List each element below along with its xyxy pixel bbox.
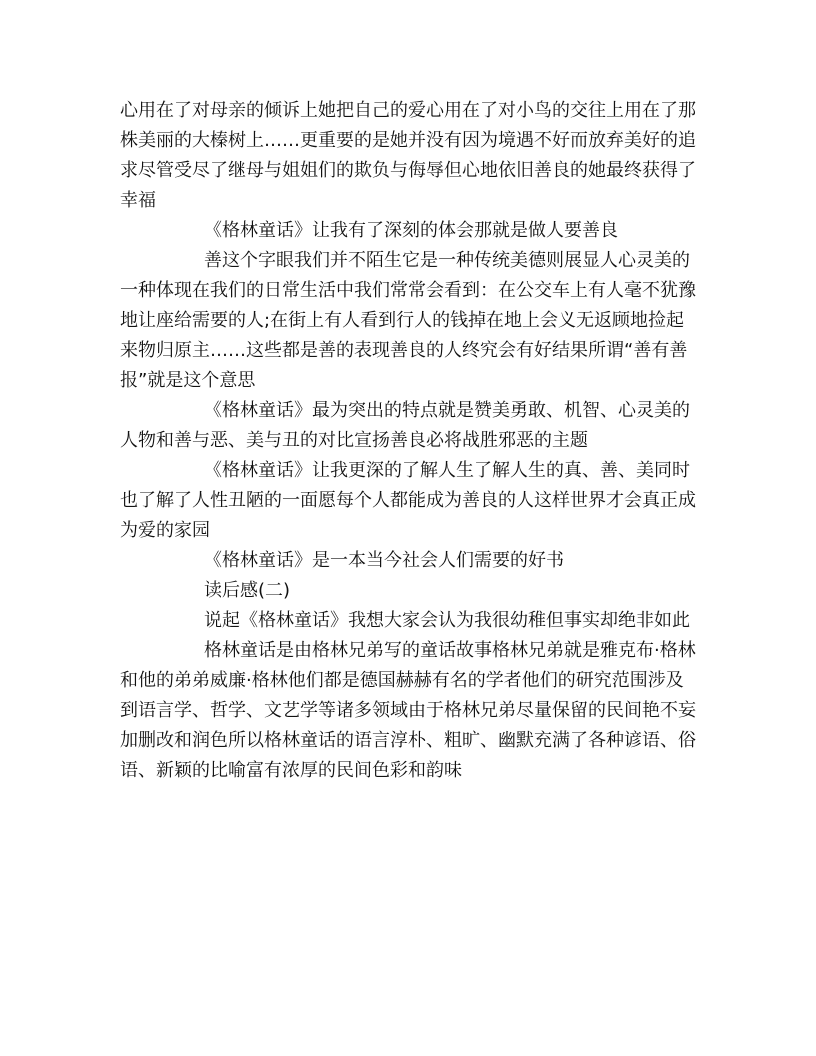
section-heading: 读后感(二) — [204, 580, 291, 601]
paragraph-6: 《格林童话》是一本当今社会人们需要的好书 — [204, 550, 564, 571]
paragraph-7: 说起《格林童话》我想大家会认为我很幼稚但事实却绝非如此 — [204, 610, 690, 631]
paragraph-4: 《格林童话》最为突出的特点就是赞美勇敢、机智、心灵美的人物和善与恶、美与丑的对比宣扬善良必将战胜邪恶的主题 — [120, 400, 690, 451]
paragraph-5: 《格林童话》让我更深的了解人生了解人生的真、善、美同时也了解了人性丑陋的一面愿每个人都能成为善良的人这样世界才会真正成为爱的家园 — [120, 460, 696, 541]
paragraph-3: 善这个字眼我们并不陌生它是一种传统美德则展显人心灵美的一种体现在我们的日常生活中我们常常会看到：在公交车上有人毫不犹豫地让座给需要的人;在街上有人看到行人的钱掉在地上会义无返顾地捡起来物归原主……这些都是善的表现善良的人终究会有好结果所谓“善有善报”就是这个意思 — [120, 250, 696, 391]
document-body — [120, 96, 696, 786]
paragraph-2: 《格林童话》让我有了深刻的体会那就是做人要善良 — [204, 220, 618, 241]
paragraph-8: 格林童话是由格林兄弟写的童话故事格林兄弟就是雅克布·格林和他的弟弟威廉·格林他们都是德国赫赫有名的学者他们的研究范围涉及到语言学、哲学、文艺学等诸多领域由于格林兄弟尽量保留的民间艳不妄加删改和润色所以格林童话的语言淳朴、粗旷、幽默充满了各种谚语、俗语、新颖的比喻富有浓厚的民间色彩和韵味 — [120, 640, 696, 781]
paragraph-1: 心用在了对母亲的倾诉上她把自己的爱心用在了对小鸟的交往上用在了那株美丽的大榛树上……更重要的是她并没有因为境遇不好而放弃美好的追求尽管受尽了继母与姐姐们的欺负与侮辱但心地依旧善良的她最终获得了幸福 — [120, 100, 696, 211]
